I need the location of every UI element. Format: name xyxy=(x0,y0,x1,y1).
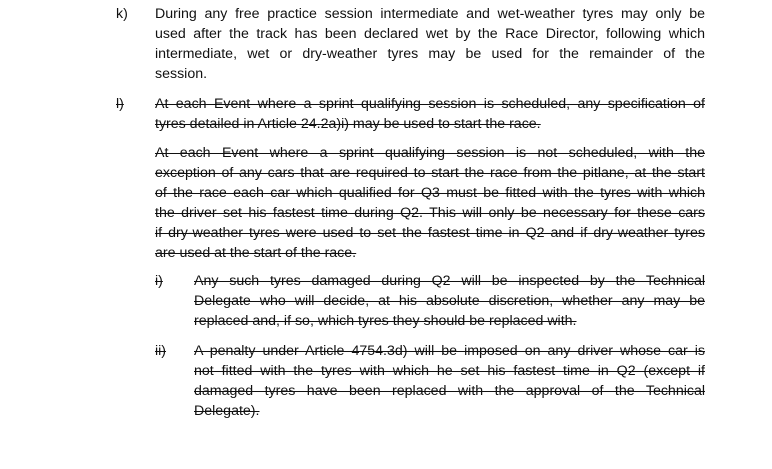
clause-l-para2-line: are used at the start of the race. xyxy=(155,245,357,261)
clause-l-para2-line: of the race each car which qualified for Q3 must be fitted with the tyres with which xyxy=(155,185,705,201)
sub-ii-line: A penalty under Article 4754.3d) will be imposed on any driver whose car is xyxy=(194,343,705,359)
clause-k-line: used after the track has been declared wet by the Race Director, following which xyxy=(155,26,705,42)
sub-ii-text xyxy=(194,341,705,421)
clause-k-line: intermediate, wet or dry-weather tyres may be used for the remainder of the xyxy=(155,46,705,62)
sub-i-line: replaced and, if so, which tyres they should be replaced with. xyxy=(194,313,577,329)
clause-l-para1-line: At each Event where a sprint qualifying session is scheduled, any specification of xyxy=(155,96,705,112)
clause-l-para2-line: if dry-weather tyres were used to set the fastest time in Q2 and if dry-weather tyres xyxy=(155,225,705,241)
clause-k-text xyxy=(155,4,705,84)
clause-l-para2-line: At each Event where a sprint qualifying session is not scheduled, with the xyxy=(155,145,705,161)
sub-ii-line: Delegate). xyxy=(194,403,260,419)
sub-ii-line: damaged tyres have been replaced with the approval of the Technical xyxy=(194,383,705,399)
clause-l-para1 xyxy=(155,94,705,134)
clause-k-line: During any free practice session intermediate and wet-weather tyres may only be xyxy=(155,6,705,22)
clause-k-marker: k) xyxy=(116,6,128,22)
clause-l-para2-line: exception of any cars that are required to start the race from the pitlane, at the start xyxy=(155,165,705,181)
sub-i-marker: i) xyxy=(155,273,163,289)
clause-l-marker: l) xyxy=(116,96,124,112)
sub-i-text xyxy=(194,271,705,331)
sub-ii-line: not fitted with the tyres with which he set his fastest time in Q2 (except if xyxy=(194,363,705,379)
sub-i-line: Delegate who will decide, at his absolute discretion, whether any may be xyxy=(194,293,705,309)
clause-k-line: session. xyxy=(155,66,208,82)
sub-ii-marker: ii) xyxy=(155,343,167,359)
sub-i-line: Any such tyres damaged during Q2 will be inspected by the Technical xyxy=(194,273,705,289)
clause-l-para2 xyxy=(155,143,705,263)
clause-l-para2-line: the driver set his fastest time during Q2. This will only be necessary for these cars xyxy=(155,205,705,221)
clause-l-para1-line: tyres detailed in Article 24.2a)i) may be used to start the race. xyxy=(155,116,541,132)
